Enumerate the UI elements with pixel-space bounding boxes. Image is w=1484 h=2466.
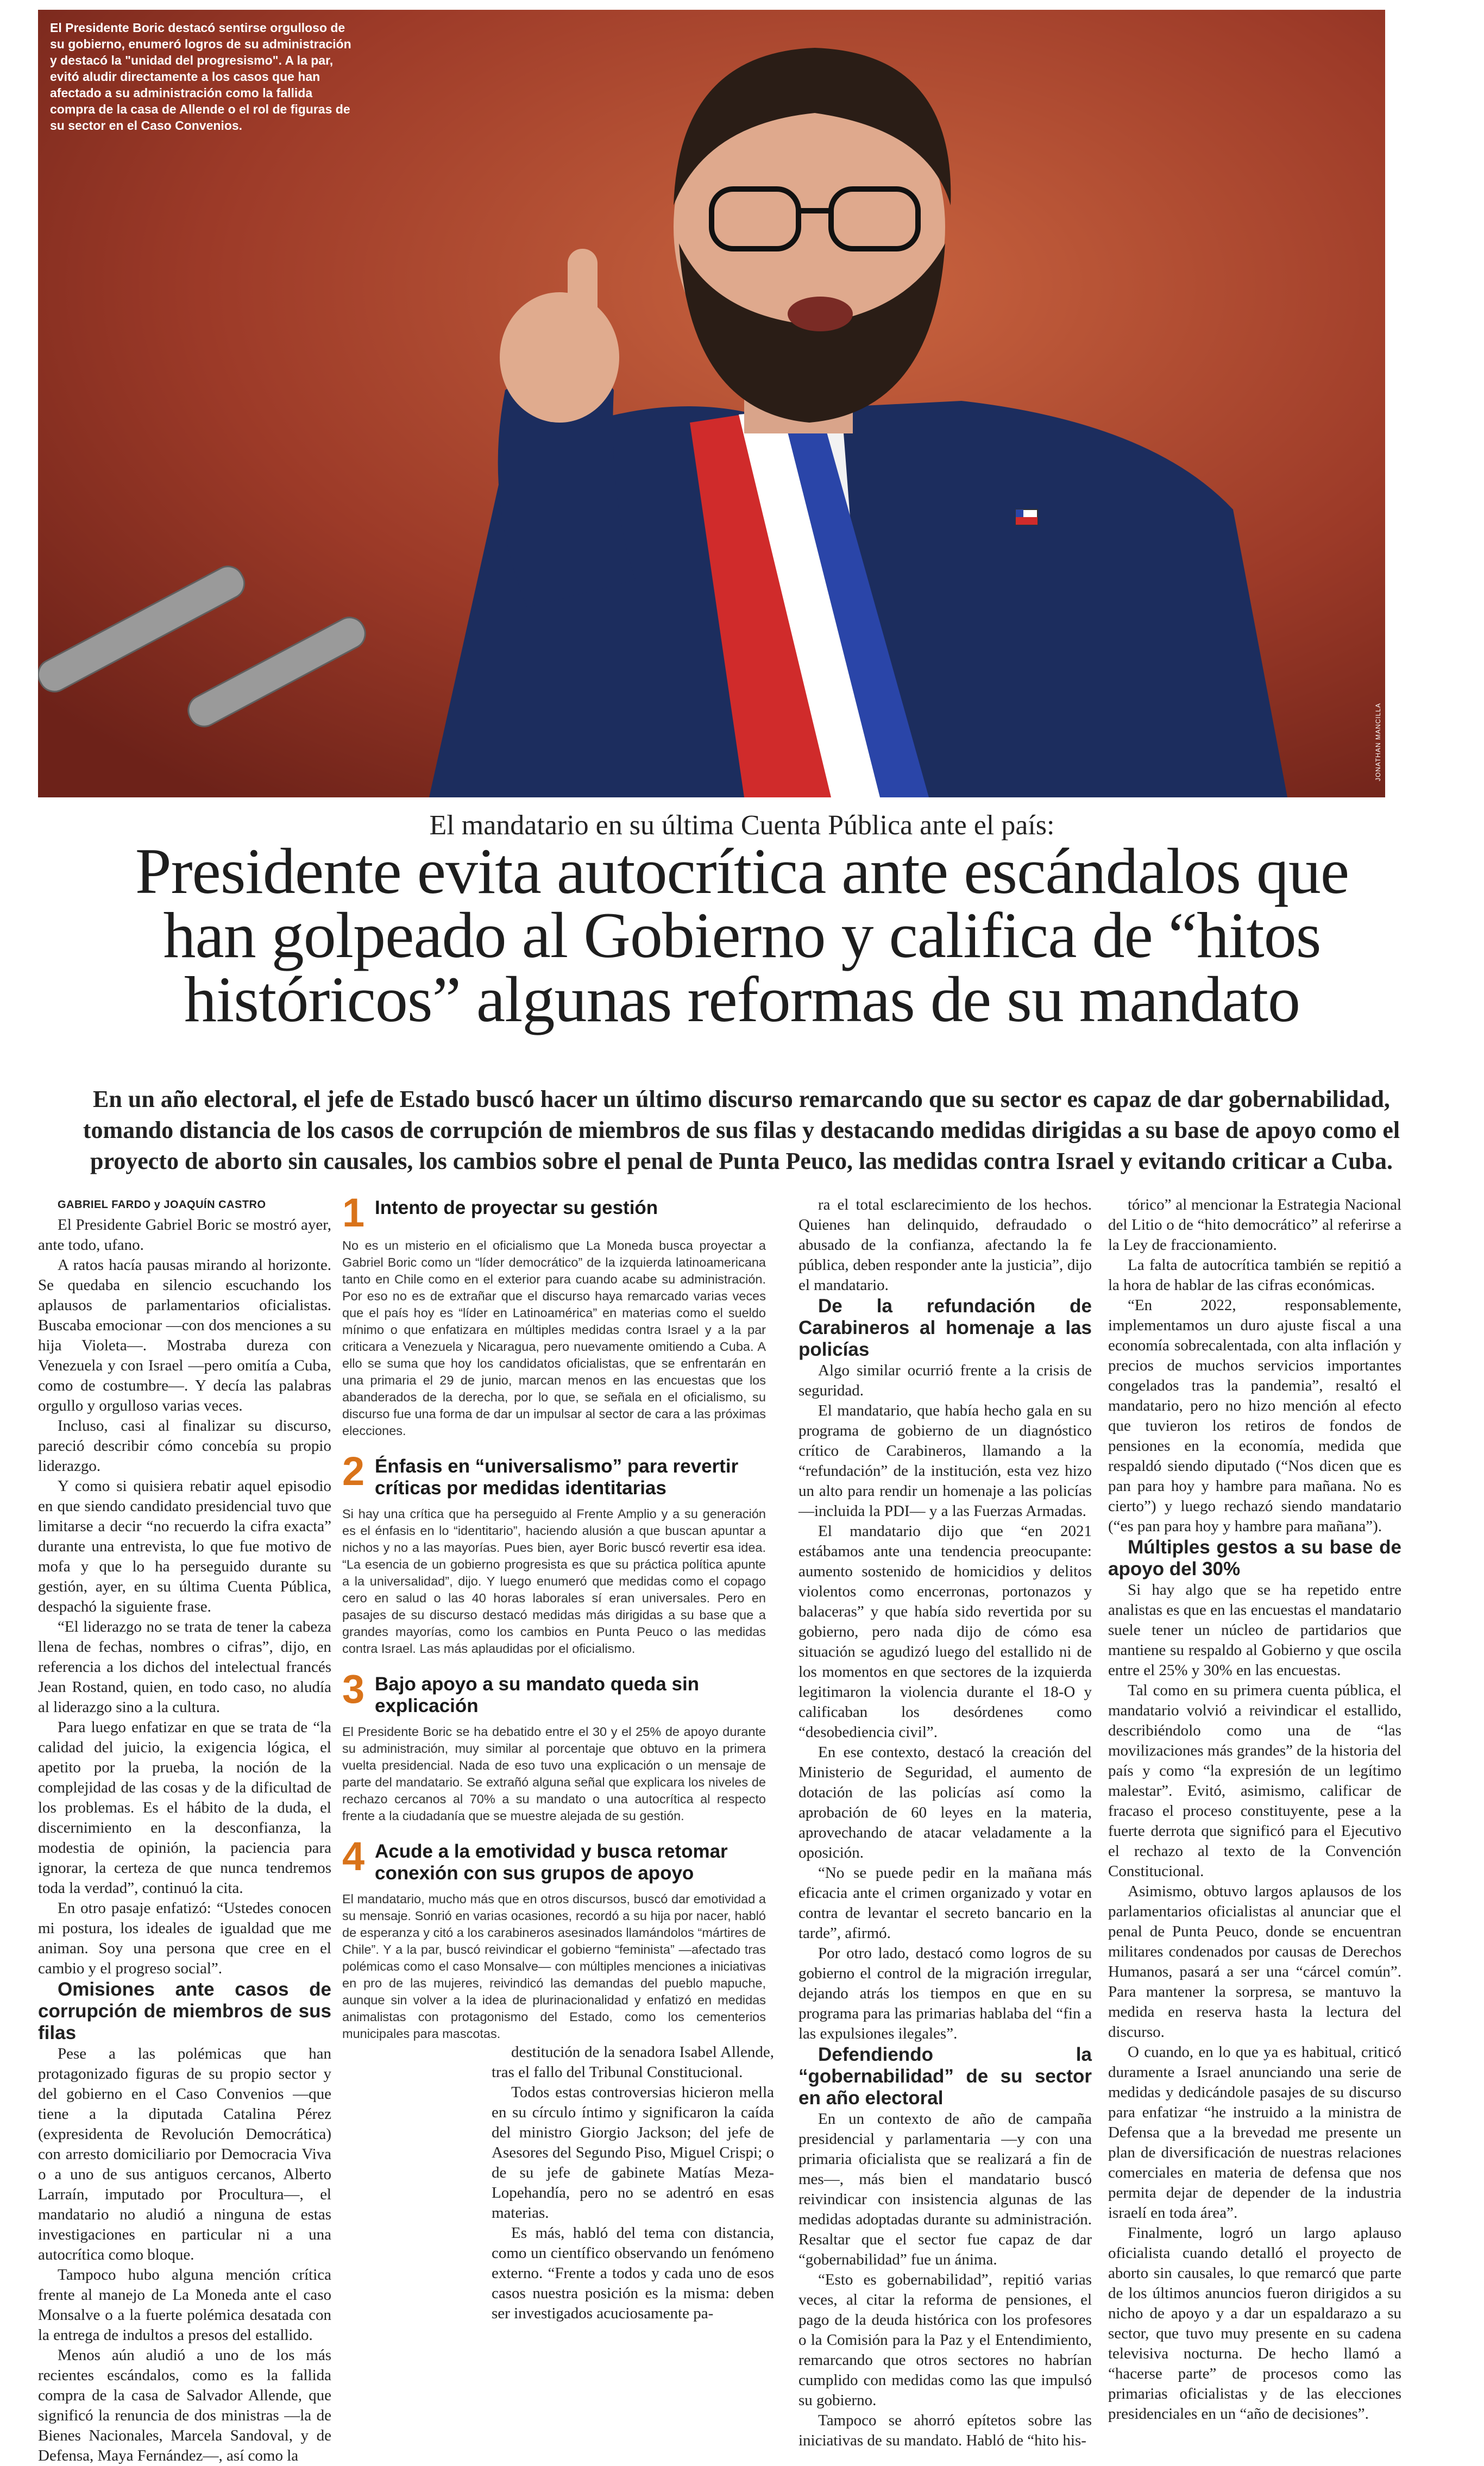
sidebar-item-1 [342,1190,766,1439]
paragraph: “Esto es gobernabilidad”, repitió varias veces, al citar la reforma de pensiones, el pago de la deuda histórica con los profesores o la Comisión para la Paz y el Entendimiento, remarcando que otros sectores no habrían cumplido con medidas como las que impulsó su gobierno. [798,2271,1092,2409]
paragraph: En otro pasaje enfatizó: “Ustedes conocen mi postura, los ideales de igualdad que me animan. Soy una persona que cree en el cambio y el progreso social”. [38,1899,331,1977]
paragraph: Todos estas controversias hicieron mella en su círculo íntimo y significaron la caída del ministro Giorgio Jackson; del jefe de Asesores del Segundo Piso, Miguel Crispi; o de su jefe de gabinete Matías Meza-Lopehandía, pero no se adentró en esas materias. [492,2084,774,2222]
article-column-4 [1108,1195,1401,2424]
paragraph: “No se puede pedir en la mañana más eficacia ante el crimen organizado y votar en contra de levantar el secreto bancario en la tarde”, afirmó. [798,1864,1092,1942]
item-number: 4 [342,1834,365,1879]
item-body: Si hay una crítica que ha perseguido al Frente Amplio y a su generación es el énfasis en lo “identitario”, haciendo alusión a que buscan apuntar a nichos y no a las mayorías. Pues bien, ayer Boric buscó revertir esa idea. “La esencia de un gobierno progresista es que su práctica política apunte a la universalidad”, dijo. Y luego enumeró que medidas como el copago cero en salud o las 40 horas laborales sí eran universales. Pero en pasajes de su discurso destacó medidas más dirigidas a su base que a grandes mayorías, como los cambios en Punta Peuco o las medidas contra Israel. Las más aplaudidas por el oficialismo. [342,1507,766,1656]
article-column-1 [38,1195,331,2466]
item-title: Bajo apoyo a su mandato queda sin explicación [375,1674,700,1716]
item-number: 3 [342,1666,365,1712]
paragraph: La falta de autocrítica también se repitió a la hora de hablar de las cifras económicas. [1108,1256,1401,1294]
paragraph: “El liderazgo no se trata de tener la cabeza llena de fechas, nombres o cifras”, dijo, en referencia a los dichos del intelectual francés Jean Rostand, quien, en todo caso, no aludía al liderazgo sino a la cultura. [38,1618,331,1716]
section-subhead: Defendiendo la “gobernabilidad” de su sector en año electoral [798,2044,1092,2109]
byline: GABRIEL FARDO y JOAQUÍN CASTRO [58,1199,266,1211]
paragraph: Si hay algo que se ha repetido entre analistas es que en las encuestas el mandatario suele tener un núcleo de partidarios que mantiene su respaldo al Gobierno y que oscila entre el 25% y 30% en las encuestas. [1108,1581,1401,1679]
paragraph: Asimismo, obtuvo largos aplausos de los parlamentarios oficialistas al anunciar que el penal de Punta Peuco, donde se encuentran militares condenados por causas de Derechos Humanos, pasará a ser una “cárcel común”. Para mantener la sorpresa, se mantuvo la medida en reserva hasta la lectura del discurso. [1108,1883,1401,2041]
paragraph: En ese contexto, destacó la creación del Ministerio de Seguridad, el aumento de dotación de las policías así como la aprobación de 60 leyes en la materia, aprovechando de atacar veladamente a la oposición. [798,1744,1092,1861]
paragraph: destitución de la senadora Isabel Allende, tras el fallo del Tribunal Constitucional. [492,2043,774,2081]
paragraph: Menos aún aludió a uno de los más recientes escándalos, como es la fallida compra de la casa de Salvador Allende, que significó la renuncia de dos ministras —la de Bienes Nacionales, Marcela Sandoval, y de Defensa, Maya Fernández—, así como la [38,2347,331,2464]
paragraph: A ratos hacía pausas mirando al horizonte. Se quedaba en silencio escuchando los aplausos de parlamentarios oficialistas. Buscaba emocionar —con dos menciones a su hija Violeta—. Mostraba dureza con Venezuela y con Israel —pero omitía a Cuba, como de costumbre—. Y decía las palabras orgullo y orgulloso varias veces. [38,1256,331,1414]
item-body: El mandatario, mucho más que en otros discursos, buscó dar emotividad a su mensaje. Sonrió en varias ocasiones, recordó a su hija por nacer, habló de esperanza y citó a los carabineros asesinados llamándolos “mártires de Chile”. Y a la par, buscó reivindicar el gobierno “feminista” —afectado tras polémicas como el caso Monsalve— con múltiples menciones a iniciativas en pro de las mujeres, reivindicó las demandas del pueblo mapuche, aunque sin volver a la idea de plurinacionalidad y enfatizó en medidas animalistas con protagonismo del Estado, como los cementerios municipales para mascotas. [342,1892,766,2041]
numbered-sidebar [342,1190,766,2056]
article-column-2-continued [492,2042,774,2324]
paragraph: Tampoco se ahorró epítetos sobre las iniciativas de su mandato. Habló de “hito his- [798,2412,1092,2449]
item-title: Acude a la emotividad y busca retomar conexión con sus grupos de apoyo [375,1841,728,1884]
paragraph: Tal como en su primera cuenta pública, el mandatario volvió a reivindicar el estallido, describiéndolo como una de “las movilizaciones más grandes” de la historia del país y como “la expresión de un legítimo malestar”. Evitó, asimismo, calificar de fracaso el proceso constituyente, pese a la fuerte derrota que significó para el Ejecutivo el rechazo al texto de la Convención Constitucional. [1108,1682,1401,1880]
item-title: Intento de proyectar su gestión [375,1197,658,1218]
paragraph: Por otro lado, destacó como logros de su gobierno el control de la migración irregular, dejando atrás los tiempos en que en su programa para las primarias hablaba del “fin a las expulsiones ilegales”. [798,1945,1092,2042]
headline-line-2: han golpeado al Gobierno y califica de “hitos [163,899,1321,971]
paragraph: tórico” al mencionar la Estrategia Nacional del Litio o de “hito democrático” al referirse a la Ley de fraccionamiento. [1108,1196,1401,1254]
item-number: 1 [342,1190,365,1235]
headline-line-1: Presidente evita autocrítica ante escándalos que [135,835,1349,907]
sidebar-item-3 [342,1666,766,1825]
item-title: Énfasis en “universalismo” para revertir críticas por medidas identitarias [375,1456,739,1499]
lead-paragraph: En un año electoral, el jefe de Estado buscó hacer un último discurso remarcando que su sector es capaz de dar gobernabilidad, tomando distancia de los casos de corrupción de miembros de sus filas y destacando medidas dirigidas a su base de apoyo como el proyecto de aborto sin causales, los cambios sobre el penal de Punta Peuco, las medidas contra Israel y evitando criticar a Cuba. [83,1086,1400,1174]
section-subhead: Omisiones ante casos de corrupción de miembros de sus filas [38,1979,331,2043]
hero-photo [38,10,1385,797]
paragraph: “En 2022, responsablemente, implementamos un duro ajuste fiscal a una economía sobrecalentada, con alta inflación y precios de muchos servicios importantes congelados tras la pandemia”, resaltó el mandatario, pero no hizo mención al efecto que tuvieron los retiros de fondos de pensiones en la economía, medida que respaldó siendo diputado (“Nos dicen que es pan para hoy y hambre para mañana. No es cierto”) y luego rechazó siendo mandatario (“es pan para hoy y hambre para mañana”). [1108,1297,1401,1535]
paragraph: El mandatario, que había hecho gala en su programa de gobierno de un diagnóstico crítico de Carabineros, llamando a la “refundación” de la institución, esta vez hizo un alto para rendir un homenaje a las policías —incluida la PDI— y a las Fuerzas Armadas. [798,1402,1092,1520]
item-body: No es un misterio en el oficialismo que La Moneda busca proyectar a Gabriel Boric como un “líder democrático” de la izquierda latinoamericana tanto en Chile como en el exterior para cuando acabe su administración. Por eso no es de extrañar que el discurso haya remarcado varias veces que el país hoy es “líder en Latinoamérica” en materias como el sueldo mínimo o que enfatizara en múltiples medidas contra Israel y a la par criticara a Venezuela y Nicaragua, pero nuevamente omitiendo a Cuba. A ello se suma que hoy los candidatos oficialistas, que se enfrentarán en una primaria el 29 de junio, marcan menos en las encuestas que los abanderados de la derecha, por lo que, se señala en el oficialismo, su discurso fue una forma de dar un impulsar al sector de cara a las próximas elecciones. [342,1238,766,1438]
headline-line-3: históricos” algunas reformas de su mandato [184,963,1300,1035]
paragraph: Para luego enfatizar en que se trata de “la calidad del juicio, la exigencia lógica, el apetito por la prueba, la noción de la complejidad de las cosas y de la dificultad de los problemas. Es el hábito de la duda, el discernimiento en la desconfianza, la modestia de opinión, la paciencia para ignorar, la certeza de que nunca tendremos toda la verdad”, continuó la cita. [38,1719,331,1897]
paragraph: Es más, habló del tema con distancia, como un científico observando un fenómeno externo. “Frente a todos y cada uno de esos casos nuestra posición es la misma: deben ser investigados acuciosamente pa- [492,2224,774,2322]
item-body: El Presidente Boric se ha debatido entre el 30 y el 25% de apoyo durante su administración, muy similar al porcentaje que obtuvo en la primera vuelta presidencial. Nada de eso tuvo una explicación o un mensaje de parte del mandatario. Se extrañó alguna señal que explicara los niveles de rechazo cercanos al 70% a su mandato o una autocrítica al respecto frente a la ciudadanía que se muestre alejada de su gestión. [342,1725,766,1823]
sidebar-item-4 [342,1834,766,2042]
paragraph: En un contexto de año de campaña presidencial y parlamentaria —y con una primaria oficialista que se realizará a fin de mes—, más bien el mandatario buscó reivindicar con insistencia algunas de las medidas adoptadas durante su administración. Resaltar que el sector fue capaz de dar “gobernabilidad” fue un ánima. [798,2110,1092,2268]
kicker: El mandatario en su última Cuenta Pública ante el país: [429,810,1055,841]
paragraph: El mandatario dijo que “en 2021 estábamos ante una tendencia preocupante: aumento sostenido de homicidios y delitos violentos como encerronas, portonazos y balaceras” y que había sido revertida por su gobierno, pero nada dijo de cómo esa situación se agudizó luego del estallido ni de los momentos en que sectores de la izquierda legitimaron la violencia durante el 18-O y calificaban los desórdenes como “desobediencia civil”. [798,1523,1092,1741]
paragraph: O cuando, en lo que ya es habitual, criticó duramente a Israel anunciando una serie de medidas y dedicándole pasajes de su discurso para enfatizar “he instruido a la ministra de Defensa que a la brevedad me presente un plan de diversificación de nuestras relaciones comerciales en materia de defensa que nos permita dejar de depender de la industria israelí en toda área”. [1108,2043,1401,2222]
section-subhead: De la refundación de Carabineros al homenaje a las policías [798,1295,1092,1360]
paragraph: Tampoco hubo alguna mención crítica frente al manejo de La Moneda ante el caso Monsalve o a la fuerte polémica desatada con la entrega de indultos a presos del estallido. [38,2266,331,2344]
sidebar-item-2 [342,1449,766,1657]
paragraph: Incluso, casi al finalizar su discurso, pareció describir cómo concebía su propio liderazgo. [38,1417,331,1475]
paragraph: ra el total esclarecimiento de los hechos. Quienes han delinquido, defraudado o abusado de la confianza, afectando la fe pública, deben responder ante la justicia”, dijo el mandatario. [798,1196,1092,1294]
paragraph: El Presidente Gabriel Boric se mostró ayer, ante todo, ufano. [38,1216,331,1254]
paragraph: Y como si quisiera rebatir aquel episodio en que siendo candidato presidencial tuvo que limitarse a decir “no recuerdo la cifra exacta” durante una entrevista, lo que fue motivo de mofa y que lo ha perseguido durante su gestión, ayer, en su última Cuenta Pública, despachó la siguiente frase. [38,1477,331,1615]
item-number: 2 [342,1449,365,1494]
article-column-3 [798,1195,1092,2451]
section-subhead: Múltiples gestos a su base de apoyo del 30% [1108,1537,1401,1580]
headline [33,835,1451,1035]
paragraph: Algo similar ocurrió frente a la crisis de seguridad. [798,1362,1092,1399]
paragraph: Pese a las polémicas que han protagonizado figuras de su propio sector y del gobierno en el Caso Convenios —que tiene a la diputada Catalina Pérez (expresidenta de Revolución Democrática) con arresto domiciliario por Democracia Viva o a uno de sus antiguos cercanos, Alberto Larraín, imputado por Procultura—, el mandatario no aludió a ninguna de estas investigaciones en particular ni a una autocrítica como bloque. [38,2045,331,2263]
paragraph: Finalmente, logró un largo aplauso oficialista cuando detalló el proyecto de aborto sin causales, lo que remarcó que parte de los últimos anuncios fueron dirigidos a su nicho de apoyo y a dar un espaldarazo a su sector, que tuvo muy presente en su cadena televisiva nocturna. De hecho llamó a “hacerse parte” de procesos como las primarias oficialistas y de las elecciones presidenciales en un “año de decisiones”. [1108,2224,1401,2423]
photo-caption: El Presidente Boric destacó sentirse orgulloso de su gobierno, enumeró logros de su administración y destacó la "unidad del progresismo". A la par, evitó aludir directamente a los casos que han afectado a su administración como la fallida compra de la casa de Allende o el rol de figuras de su sector en el Caso Convenios. [50,21,351,133]
photo-credit: JONATHAN MANCILLA [1374,702,1382,781]
